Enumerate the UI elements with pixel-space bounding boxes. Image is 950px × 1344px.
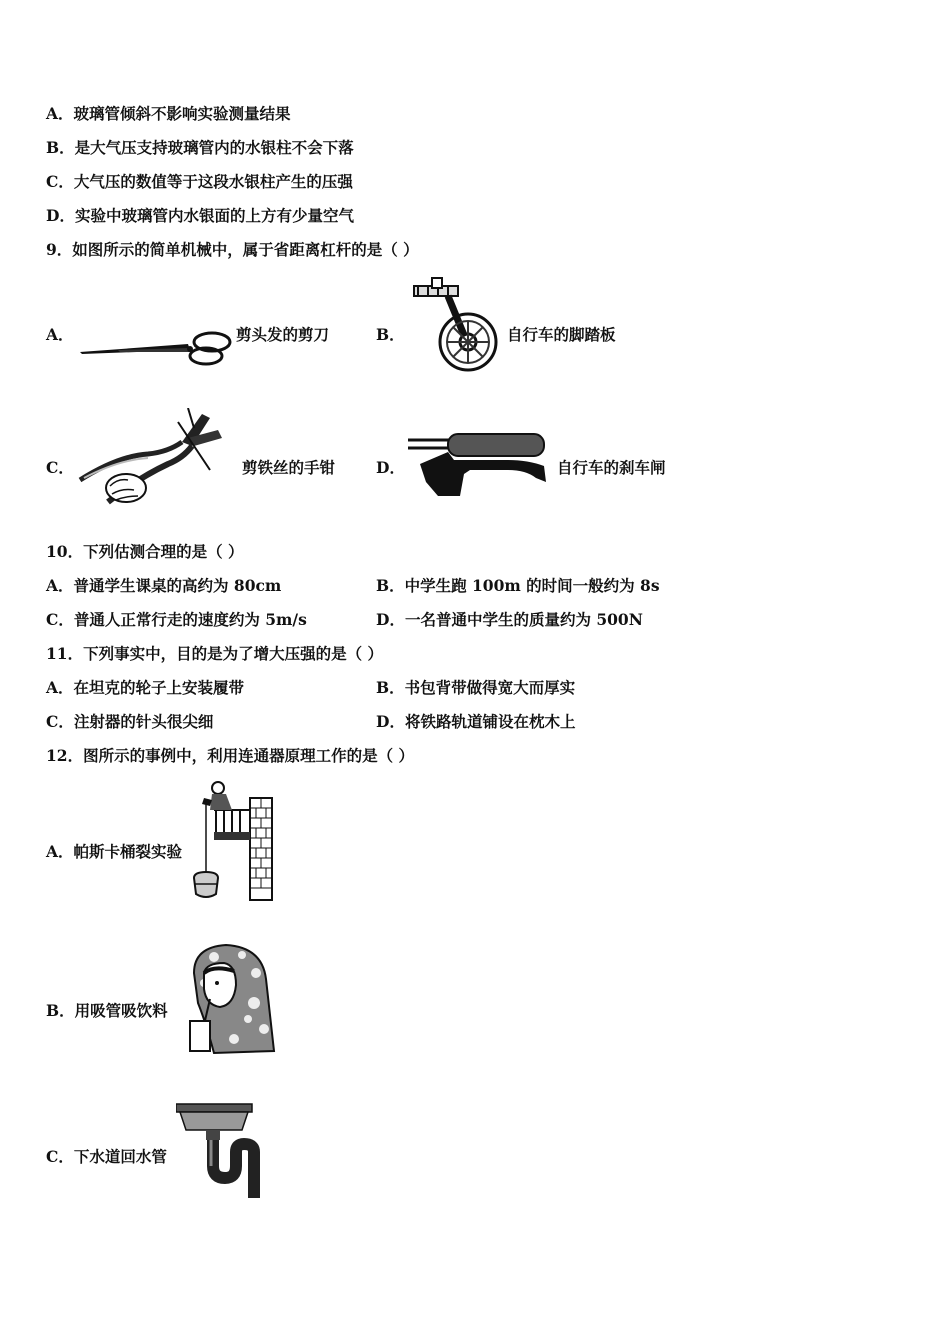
option-text: 将铁路轨道铺设在枕木上 [404, 712, 576, 731]
q10-stem: 10．下列估测合理的是（ ） [46, 542, 244, 561]
option-letter: C． [46, 712, 74, 731]
q11-option-d [376, 710, 575, 732]
q11-option-a [46, 676, 244, 698]
option-text: 中学生跑 100m 的时间一般约为 8s [404, 576, 660, 595]
q9-option-d-caption: 自行车的刹车闸 [557, 458, 666, 477]
q9-option-b-caption: 自行车的脚踏板 [507, 325, 616, 344]
q8-option-b [46, 136, 354, 158]
option-letter: A． [46, 842, 74, 861]
option-letter: A． [46, 678, 74, 697]
q9-option-c-letter: C． [46, 458, 74, 477]
q9-option-a-letter: A． [46, 325, 74, 344]
option-text: 书包背带做得宽大而厚实 [404, 678, 576, 697]
q12-option-c [46, 1145, 167, 1167]
option-caption: 用吸管吸饮料 [74, 1001, 168, 1020]
option-letter: B． [376, 576, 405, 595]
option-text: 实验中玻璃管内水银面的上方有少量空气 [74, 206, 354, 225]
q10-option-c [46, 608, 307, 630]
wire-pliers-figure [78, 408, 238, 508]
bicycle-brake-figure [408, 430, 550, 502]
q12-option-a [46, 840, 182, 862]
option-letter: C． [46, 1147, 74, 1166]
option-letter: D． [376, 712, 405, 731]
q9-option-a-caption: 剪头发的剪刀 [236, 325, 330, 344]
option-letter: C． [46, 610, 74, 629]
q12-option-b [46, 999, 168, 1021]
q11-option-c [46, 710, 213, 732]
scissors-figure [78, 326, 236, 372]
option-letter: D． [46, 206, 75, 225]
option-text: 是大气压支持玻璃管内的水银柱不会下落 [74, 138, 354, 157]
q10-option-b [376, 574, 660, 596]
q9-option-b-letter: B． [376, 325, 405, 344]
option-text: 大气压的数值等于这段水银柱产生的压强 [73, 172, 353, 191]
bicycle-pedal-figure [408, 274, 503, 374]
option-letter: A． [46, 576, 74, 595]
option-letter: B． [376, 678, 405, 697]
drain-trap-figure [176, 1100, 272, 1200]
option-text: 一名普通中学生的质量约为 500N [404, 610, 643, 629]
q10-option-d [376, 608, 643, 630]
option-letter: A． [46, 104, 74, 123]
option-letter: C． [46, 172, 74, 191]
q10-option-a [46, 574, 281, 596]
option-letter: D． [376, 610, 405, 629]
pascal-barrel-figure [186, 780, 276, 902]
q8-option-c [46, 170, 353, 192]
option-text: 普通人正常行走的速度约为 5m/s [73, 610, 307, 629]
option-caption: 帕斯卡桶裂实验 [73, 842, 183, 861]
q8-option-d [46, 204, 354, 226]
option-letter: B． [46, 138, 75, 157]
q12-stem: 12．图所示的事例中，利用连通器原理工作的是（ ） [46, 746, 414, 765]
option-letter: B． [46, 1001, 75, 1020]
q11-option-b [376, 676, 575, 698]
option-text: 普通学生课桌的高约为 80cm [73, 576, 282, 595]
q11-stem: 11．下列事实中，目的是为了增大压强的是（ ） [46, 644, 383, 663]
option-text: 玻璃管倾斜不影响实验测量结果 [73, 104, 291, 123]
q8-option-a [46, 102, 291, 124]
option-text: 在坦克的轮子上安装履带 [73, 678, 245, 697]
q9-stem: 9．如图所示的简单机械中，属于省距离杠杆的是（ ） [46, 240, 419, 259]
option-caption: 下水道回水管 [73, 1147, 167, 1166]
q9-option-c-caption: 剪铁丝的手钳 [242, 458, 336, 477]
straw-drink-figure [184, 943, 276, 1055]
option-text: 注射器的针头很尖细 [73, 712, 214, 731]
q9-option-d-letter: D． [376, 458, 405, 477]
